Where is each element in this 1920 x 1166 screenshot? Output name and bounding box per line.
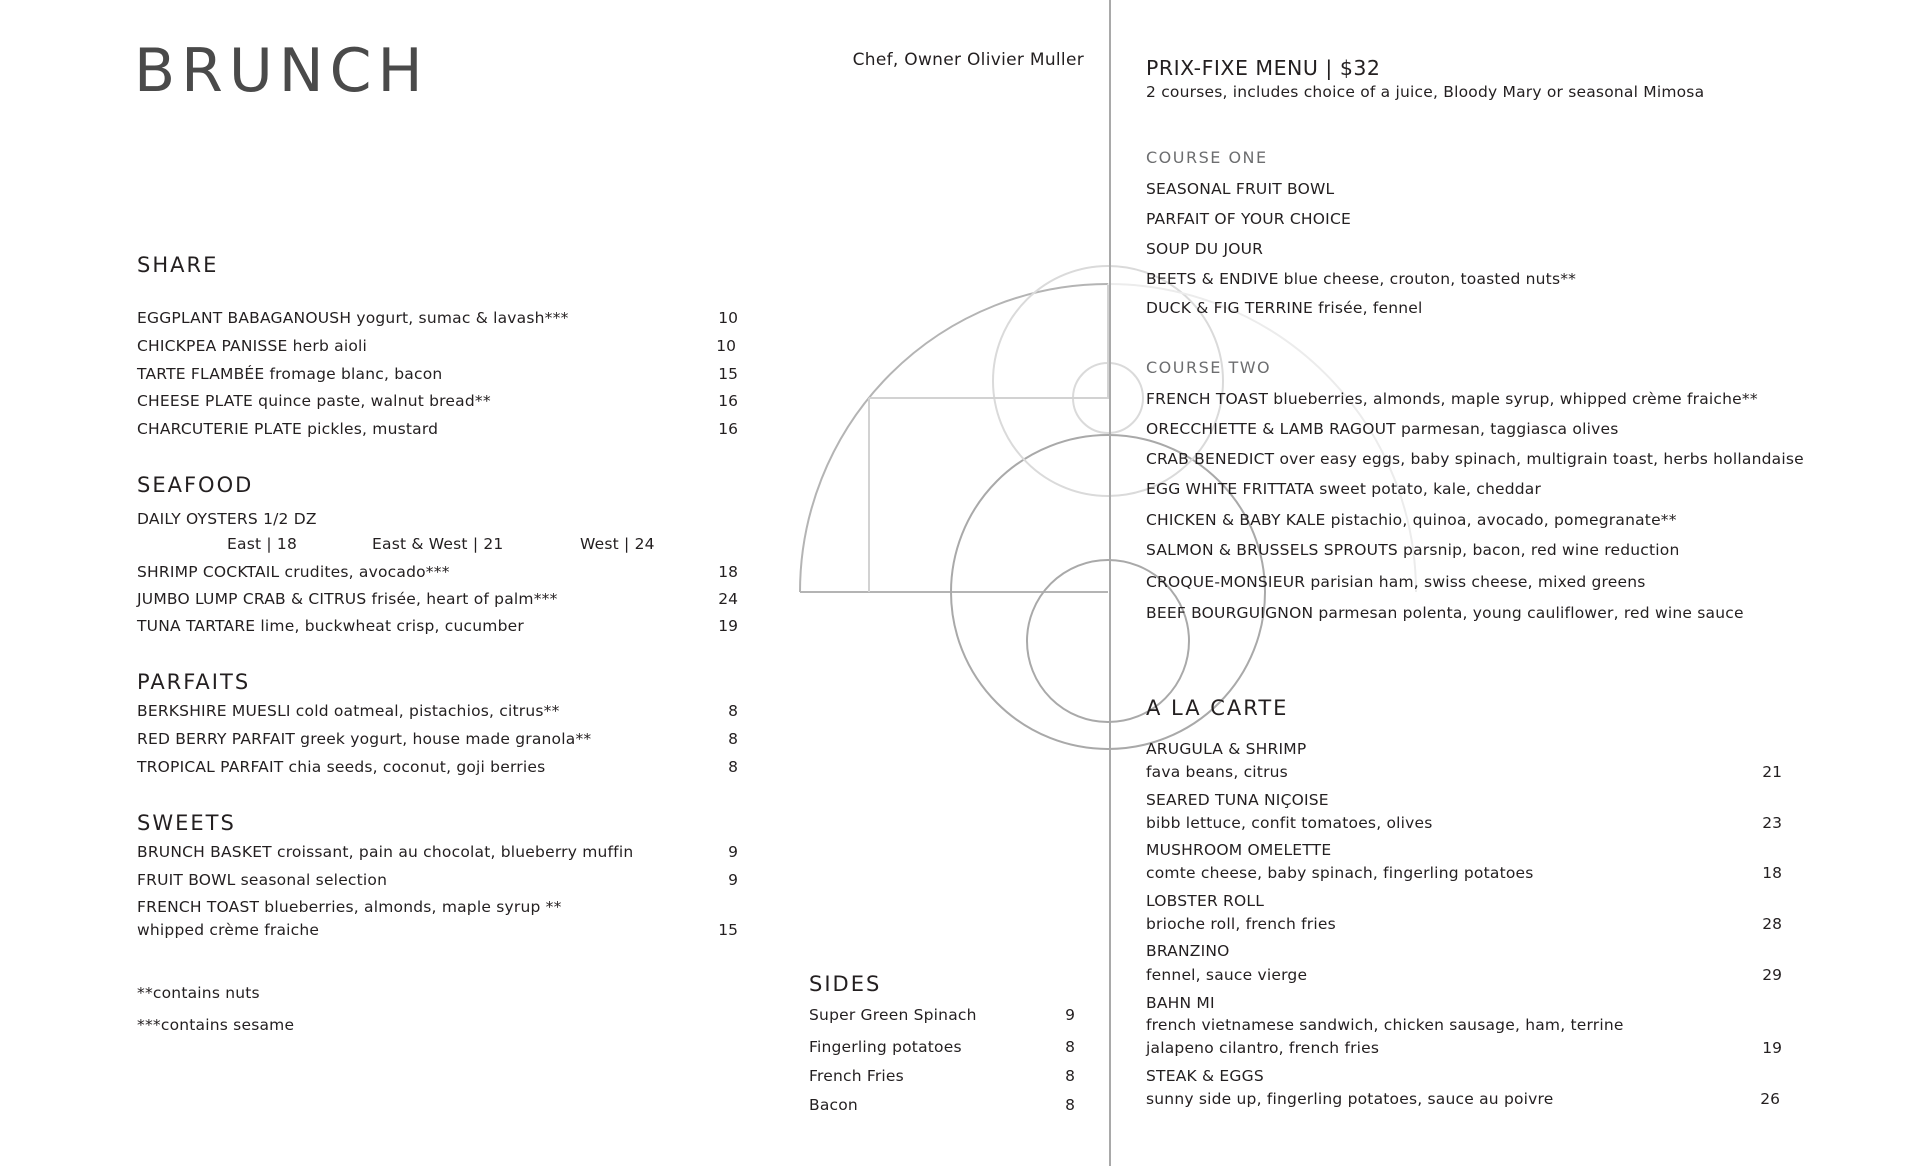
carte-item-desc: comte cheese, baby spinach, fingerling potatoes [1146, 864, 1534, 882]
carte-item-name: MUSHROOM OMELETTE [1146, 841, 1332, 859]
carte-item-price: 18 [1762, 864, 1782, 882]
menu-item: TROPICAL PARFAIT chia seeds, coconut, goji berries [137, 758, 546, 776]
menu-item: FRUIT BOWL seasonal selection [137, 871, 388, 889]
carte-item-price: 23 [1762, 814, 1782, 832]
carte-item-desc: sunny side up, fingerling potatoes, sauce au poivre [1146, 1090, 1554, 1108]
course-item: DUCK & FIG TERRINE frisée, fennel [1146, 299, 1423, 317]
carte-item-price: 29 [1762, 966, 1782, 984]
carte-item-desc: french vietnamese sandwich, chicken sausage, ham, terrine [1146, 1016, 1624, 1034]
course-item: CRAB BENEDICT over easy eggs, baby spinach, multigrain toast, herbs hollandaise [1146, 450, 1804, 468]
course-item: CHICKEN & BABY KALE pistachio, quinoa, avocado, pomegranate** [1146, 511, 1677, 529]
menu-item: SHRIMP COCKTAIL crudites, avocado*** [137, 563, 450, 581]
menu-item-price: 24 [718, 590, 738, 608]
carte-item-desc: brioche roll, french fries [1146, 915, 1336, 933]
menu-item: CHICKPEA PANISSE herb aioli [137, 337, 368, 355]
side-item-price: 9 [1065, 1006, 1075, 1024]
carte-item-desc: fava beans, citrus [1146, 763, 1288, 781]
course-two-heading: COURSE TWO [1146, 358, 1272, 377]
large-arc-line [800, 284, 1108, 592]
carte-item-price: 19 [1762, 1039, 1782, 1057]
course-item: BEEF BOURGUIGNON parmesan polenta, young cauliflower, red wine sauce [1146, 604, 1744, 622]
menu-item-price: 9 [728, 871, 738, 889]
parfaits-heading: PARFAITS [137, 670, 251, 694]
side-item: Super Green Spinach [809, 1006, 977, 1024]
carte-item-desc: fennel, sauce vierge [1146, 966, 1308, 984]
menu-item-price: 8 [728, 702, 738, 720]
side-item: French Fries [809, 1067, 904, 1085]
prix-fixe-subtitle: 2 courses, includes choice of a juice, Bloody Mary or seasonal Mimosa [1146, 83, 1705, 101]
oysters-east-west: East & West | 21 [372, 535, 504, 553]
menu-item: FRENCH TOAST blueberries, almonds, maple syrup ** [137, 898, 562, 916]
side-item-price: 8 [1065, 1096, 1075, 1114]
menu-item: EGGPLANT BABAGANOUSH yogurt, sumac & lavash*** [137, 309, 569, 327]
side-item-price: 8 [1065, 1038, 1075, 1056]
side-item: Fingerling potatoes [809, 1038, 962, 1056]
upper-guide-line [869, 284, 1108, 398]
menu-item: CHARCUTERIE PLATE pickles, mustard [137, 420, 439, 438]
menu-item: BERKSHIRE MUESLI cold oatmeal, pistachios, citrus** [137, 702, 560, 720]
footnote-sesame: ***contains sesame [137, 1016, 295, 1034]
menu-item: BRUNCH BASKET croissant, pain au chocolat, blueberry muffin [137, 843, 634, 861]
oysters-west: West | 24 [580, 535, 655, 553]
sweets-heading: SWEETS [137, 811, 236, 835]
menu-item: CHEESE PLATE quince paste, walnut bread** [137, 392, 491, 410]
sides-heading: SIDES [809, 972, 882, 996]
menu-item: TUNA TARTARE lime, buckwheat crisp, cucumber [137, 617, 524, 635]
oysters-east: East | 18 [227, 535, 298, 553]
course-item: PARFAIT OF YOUR CHOICE [1146, 210, 1351, 228]
page-title: BRUNCH [134, 36, 429, 106]
a-la-carte-heading: A LA CARTE [1146, 696, 1289, 720]
menu-item-continued: whipped crème fraiche [137, 921, 320, 939]
menu-item-price: 8 [728, 730, 738, 748]
course-item: SEASONAL FRUIT BOWL [1146, 180, 1335, 198]
course-item: ORECCHIETTE & LAMB RAGOUT parmesan, taggiasca olives [1146, 420, 1619, 438]
menu-item: RED BERRY PARFAIT greek yogurt, house made granola** [137, 730, 592, 748]
share-heading: SHARE [137, 253, 219, 277]
course-item: SALMON & BRUSSELS SPROUTS parsnip, bacon, red wine reduction [1146, 541, 1680, 559]
carte-item-desc: bibb lettuce, confit tomatoes, olives [1146, 814, 1433, 832]
menu-item-price: 18 [718, 563, 738, 581]
menu-item-price: 10 [718, 309, 738, 327]
carte-item-price: 21 [1762, 763, 1782, 781]
menu-item-price: 15 [718, 921, 738, 939]
menu-item-price: 9 [728, 843, 738, 861]
course-item: CROQUE-MONSIEUR parisian ham, swiss cheese, mixed greens [1146, 573, 1646, 591]
carte-item-name: ARUGULA & SHRIMP [1146, 740, 1307, 758]
carte-item-name: SEARED TUNA NIÇOISE [1146, 791, 1329, 809]
menu-item-price: 19 [718, 617, 738, 635]
course-item: EGG WHITE FRITTATA sweet potato, kale, cheddar [1146, 480, 1542, 498]
carte-item-name: BAHN MI [1146, 994, 1215, 1012]
menu-item: JUMBO LUMP CRAB & CITRUS frisée, heart of palm*** [137, 590, 558, 608]
oysters-label: DAILY OYSTERS 1/2 DZ [137, 510, 317, 528]
prix-fixe-heading: PRIX-FIXE MENU | $32 [1146, 56, 1381, 80]
carte-item-name: LOBSTER ROLL [1146, 892, 1265, 910]
menu-item: TARTE FLAMBÉE fromage blanc, bacon [137, 365, 443, 383]
menu-item-price: 15 [718, 365, 738, 383]
side-item-price: 8 [1065, 1067, 1075, 1085]
carte-item-price: 28 [1762, 915, 1782, 933]
seafood-heading: SEAFOOD [137, 473, 254, 497]
footnote-nuts: **contains nuts [137, 984, 260, 1002]
course-item: SOUP DU JOUR [1146, 240, 1264, 258]
course-one-heading: COURSE ONE [1146, 148, 1268, 167]
carte-item-desc: jalapeno cilantro, french fries [1146, 1039, 1380, 1057]
menu-item-price: 16 [718, 392, 738, 410]
carte-item-price: 26 [1760, 1090, 1780, 1108]
chef-credit: Chef, Owner Olivier Muller [852, 50, 1084, 70]
carte-item-name: BRANZINO [1146, 942, 1230, 960]
menu-item-price: 10 [716, 337, 736, 355]
course-item: BEETS & ENDIVE blue cheese, crouton, toasted nuts** [1146, 270, 1577, 288]
course-item: FRENCH TOAST blueberries, almonds, maple syrup, whipped crème fraiche** [1146, 390, 1758, 408]
side-item: Bacon [809, 1096, 858, 1114]
menu-item-price: 8 [728, 758, 738, 776]
menu-item-price: 16 [718, 420, 738, 438]
center-divider-line [1109, 0, 1111, 1166]
carte-item-name: STEAK & EGGS [1146, 1067, 1264, 1085]
